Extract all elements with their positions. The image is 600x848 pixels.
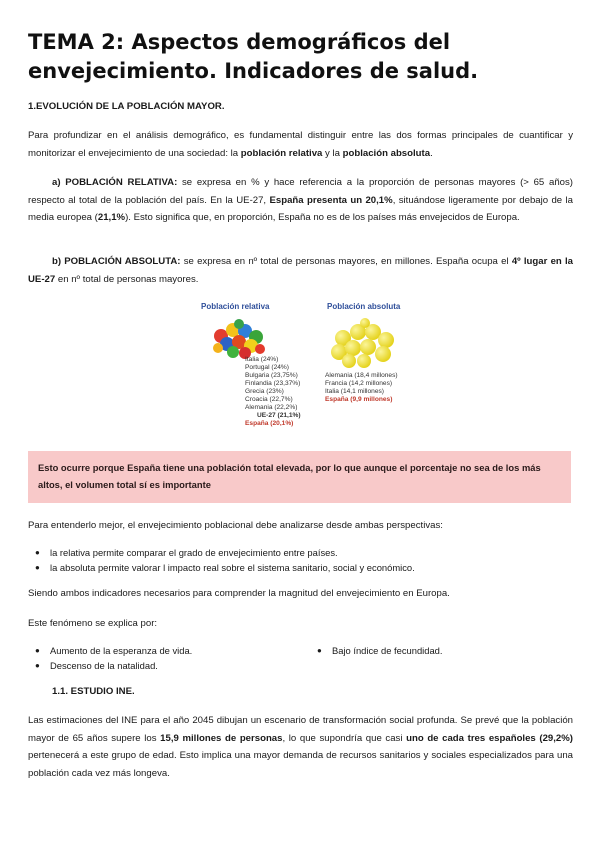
perspective-item-absoluta: ● la absoluta permite valorar l impacto real sobre el sistema sanitario, social y económico.	[28, 560, 573, 575]
perspectives-conclusion: Siendo ambos indicadores necesarios para comprender la magnitud del envejecimiento en Europa.	[28, 588, 450, 599]
relative-list-item: Grecia (23%)	[245, 388, 284, 395]
relative-list-item: Bulgaria (23,75%)	[245, 372, 298, 379]
ine-text-b: , lo que supondría que casi	[282, 732, 407, 744]
absolute-list-spain: España (9,9 millones)	[325, 396, 393, 403]
relative-list-item: Italia (24%)	[245, 356, 279, 363]
intro-text-a: Para profundizar en el análisis demográfico, es fundamental distinguir entre las dos formas principales de cuantificar y monitorizar el envejecimiento de una sociedad: la	[28, 130, 573, 159]
colored-balls-image	[209, 318, 269, 360]
population-figure	[195, 298, 425, 438]
relative-list-item: Alemania (22,2%)	[245, 404, 298, 411]
relative-list-item: Finlandia (23,37%)	[245, 380, 301, 387]
intro-bold-absoluta: población absoluta	[342, 147, 431, 159]
ine-text-a: Las estimaciones del INE para el año 2045 dibujan un escenario de transformación social profunda. Se prevé que la población mayor de 65 años supere los	[28, 715, 573, 744]
absolute-bold-rank: 4º lugar en la UE-27	[28, 256, 573, 285]
perspective-item-relativa: ● la relativa permite comparar el grado de envejecimiento entre países.	[28, 545, 573, 560]
causes-intro: Este fenómeno se explica por:	[28, 618, 158, 629]
absolute-list-item: Italia (14,1 millones)	[325, 388, 385, 395]
intro-bold-relativa: población relativa	[240, 147, 323, 159]
relative-list-item: Portugal (24%)	[245, 364, 289, 371]
relative-list-spain: España (20,1%)	[245, 420, 294, 427]
relative-text-c: ). Esto significa que, en proporción, España no es de los países más envejecidos de Europa.	[125, 212, 520, 223]
section-heading-evolucion: 1.EVOLUCIÓN DE LA POBLACIÓN MAYOR.	[28, 101, 225, 112]
ine-paragraph	[28, 712, 573, 782]
absolute-paragraph	[28, 253, 573, 288]
perspectives-intro: Para entenderlo mejor, el envejecimiento poblacional debe analizarse desde ambas perspectivas:	[28, 520, 443, 531]
relative-bold-spain: España presenta un 20,1%	[269, 194, 393, 206]
relative-list-item: Croacia (22,7%)	[245, 396, 293, 403]
ine-text-c: pertenecerá a este grupo de edad. Esto implica una mayor demanda de recursos sanitarios y sociales especializados para una población cada vez más longeva.	[28, 750, 573, 779]
absolute-text-a: se expresa en nº total de personas mayores, en millones. España ocupa el	[180, 256, 512, 267]
yellow-balls-image	[329, 318, 397, 370]
highlight-callout	[28, 451, 571, 503]
cause-item-natalidad: ● Descenso de la natalidad.	[28, 658, 308, 673]
absolute-list-item: Alemania (18,4 millones)	[325, 372, 398, 379]
figure-title-absolute: Población absoluta	[327, 302, 401, 311]
cause-item-fecundidad: ● Bajo índice de fecundidad.	[310, 643, 570, 658]
relative-list-eu: UE-27 (21,1%)	[257, 412, 301, 419]
relative-text-b: , situándose ligeramente por debajo de la media europea (	[28, 194, 573, 223]
intro-text-d: .	[430, 147, 433, 159]
intro-text-c: y la	[322, 147, 343, 159]
absolute-list-item: Francia (14,2 millones)	[325, 380, 393, 387]
causes-list-left	[28, 643, 308, 673]
intro-paragraph	[28, 127, 573, 162]
cause-item-esperanza: ● Aumento de la esperanza de vida.	[28, 643, 308, 658]
relative-bold-eu: 21,1%	[97, 212, 126, 223]
absolute-label: b) POBLACIÓN ABSOLUTA:	[52, 256, 181, 267]
relative-paragraph	[28, 174, 573, 227]
relative-label: a) POBLACIÓN RELATIVA:	[52, 177, 178, 188]
ine-bold-tercio: uno de cada tres españoles (29,2%)	[406, 732, 573, 744]
callout-text: Esto ocurre porque España tiene una población total elevada, por lo que aunque el porcentaje no sea de los más altos, el volumen total sí es importante	[38, 462, 541, 490]
absolute-text-b: en nº total de personas mayores.	[55, 273, 199, 285]
perspectives-list	[28, 545, 573, 575]
relative-text-a: se expresa en % y hace referencia a la proporción de personas mayores (> 65 años) respecto al total de la población del país. En la UE-27,	[28, 177, 573, 206]
figure-title-relative: Población relativa	[201, 302, 270, 311]
page-title: TEMA 2: Aspectos demográficos del envejecimiento. Indicadores de salud.	[28, 30, 479, 83]
ine-bold-millones: 15,9 millones de personas	[160, 732, 283, 744]
absolute-population-list	[325, 372, 398, 404]
relative-population-list	[245, 356, 301, 428]
section-heading-ine: 1.1. ESTUDIO INE.	[52, 686, 135, 697]
causes-list-right	[310, 643, 570, 658]
